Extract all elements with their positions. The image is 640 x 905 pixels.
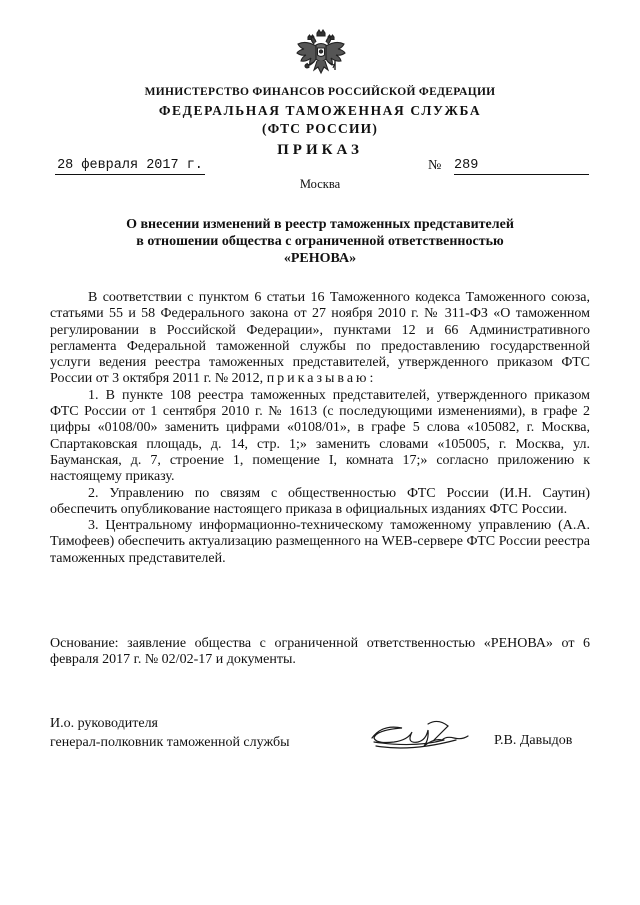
clause-2: 2. Управлению по связям с общественностью ФТС России (И.Н. Саутин) обеспечить опубликование настоящего приказа в официальных изданиях ФТС России. — [50, 485, 590, 517]
preamble-paragraph — [50, 290, 590, 388]
eagle-emblem-icon — [294, 28, 348, 84]
position-line-2: генерал-полковник таможенной службы — [50, 735, 290, 750]
subject-line-3: «РЕНОВА» — [283, 251, 357, 266]
order-body — [50, 290, 590, 567]
clause-3: 3. Центральному информационно-техническому таможенному управлению (А.А. Тимофеев) обеспечить актуализацию размещенного на WEB-сервере ФТС России реестра таможенных представителей. — [50, 518, 590, 566]
document-type-title: ПРИКАЗ — [277, 142, 363, 158]
preamble-text: В соответствии с пунктом 6 статьи 16 Таможенного кодекса Таможенного союза, статьями 55 и 58 Федерального закона от 27 ноября 2010 г. № 311-ФЗ «О таможенном регулировании в Российской Федерации», пунктами 12 и 66 Административного регламента Федеральной таможенной службы по предоставлению государственной услуги ведения реестра таможенных представителей, утвержденного приказом ФТС России от 3 октября 2011 г. № 2012, — [50, 290, 590, 387]
subject-line-1: О внесении изменений в реестр таможенных представителей — [126, 217, 514, 232]
basis-text: Основание: заявление общества с ограниченной ответственностью «РЕНОВА» от 6 февраля 2017 г. № 02/02-17 и документы. — [50, 636, 590, 668]
subject-line-2: в отношении общества с ограниченной ответственностью — [136, 234, 504, 249]
position-line-1: И.о. руководителя — [50, 716, 159, 731]
signatory-position — [50, 714, 289, 752]
service-short-name: (ФТС РОССИИ) — [261, 121, 379, 136]
number-sign: № — [428, 158, 442, 173]
ministry-name: МИНИСТЕРСТВО ФИНАНСОВ РОССИЙСКОЙ ФЕДЕРАЦИИ — [144, 86, 496, 98]
handwritten-signature-icon — [368, 716, 498, 756]
order-number: 289 — [454, 158, 589, 175]
city: Москва — [299, 177, 341, 191]
order-verb: приказываю: — [266, 371, 377, 387]
order-subject — [60, 216, 580, 267]
service-name: ФЕДЕРАЛЬНАЯ ТАМОЖЕННАЯ СЛУЖБА — [158, 103, 482, 118]
basis-section — [50, 636, 590, 669]
signatory-name: Р.В. Давыдов — [494, 733, 573, 748]
clause-1: 1. В пункте 108 реестра таможенных представителей, утвержденного приказом ФТС России от 1 сентября 2010 г. № 1613 (с последующими изменениями), в графе 2 цифры «0108/00» заменить цифрами «0108/01», в графе 5 слова «105082, г. Москва, Спартаковская площадь, д. 14, стр. 1;» заменить словами «105005, г. Москва, ул. Бауманская, д. 7, строение 1, помещение I, комната 17;» согласно приложению к настоящему приказу. — [50, 387, 590, 485]
order-date: 28 февраля 2017 г. — [55, 158, 205, 175]
